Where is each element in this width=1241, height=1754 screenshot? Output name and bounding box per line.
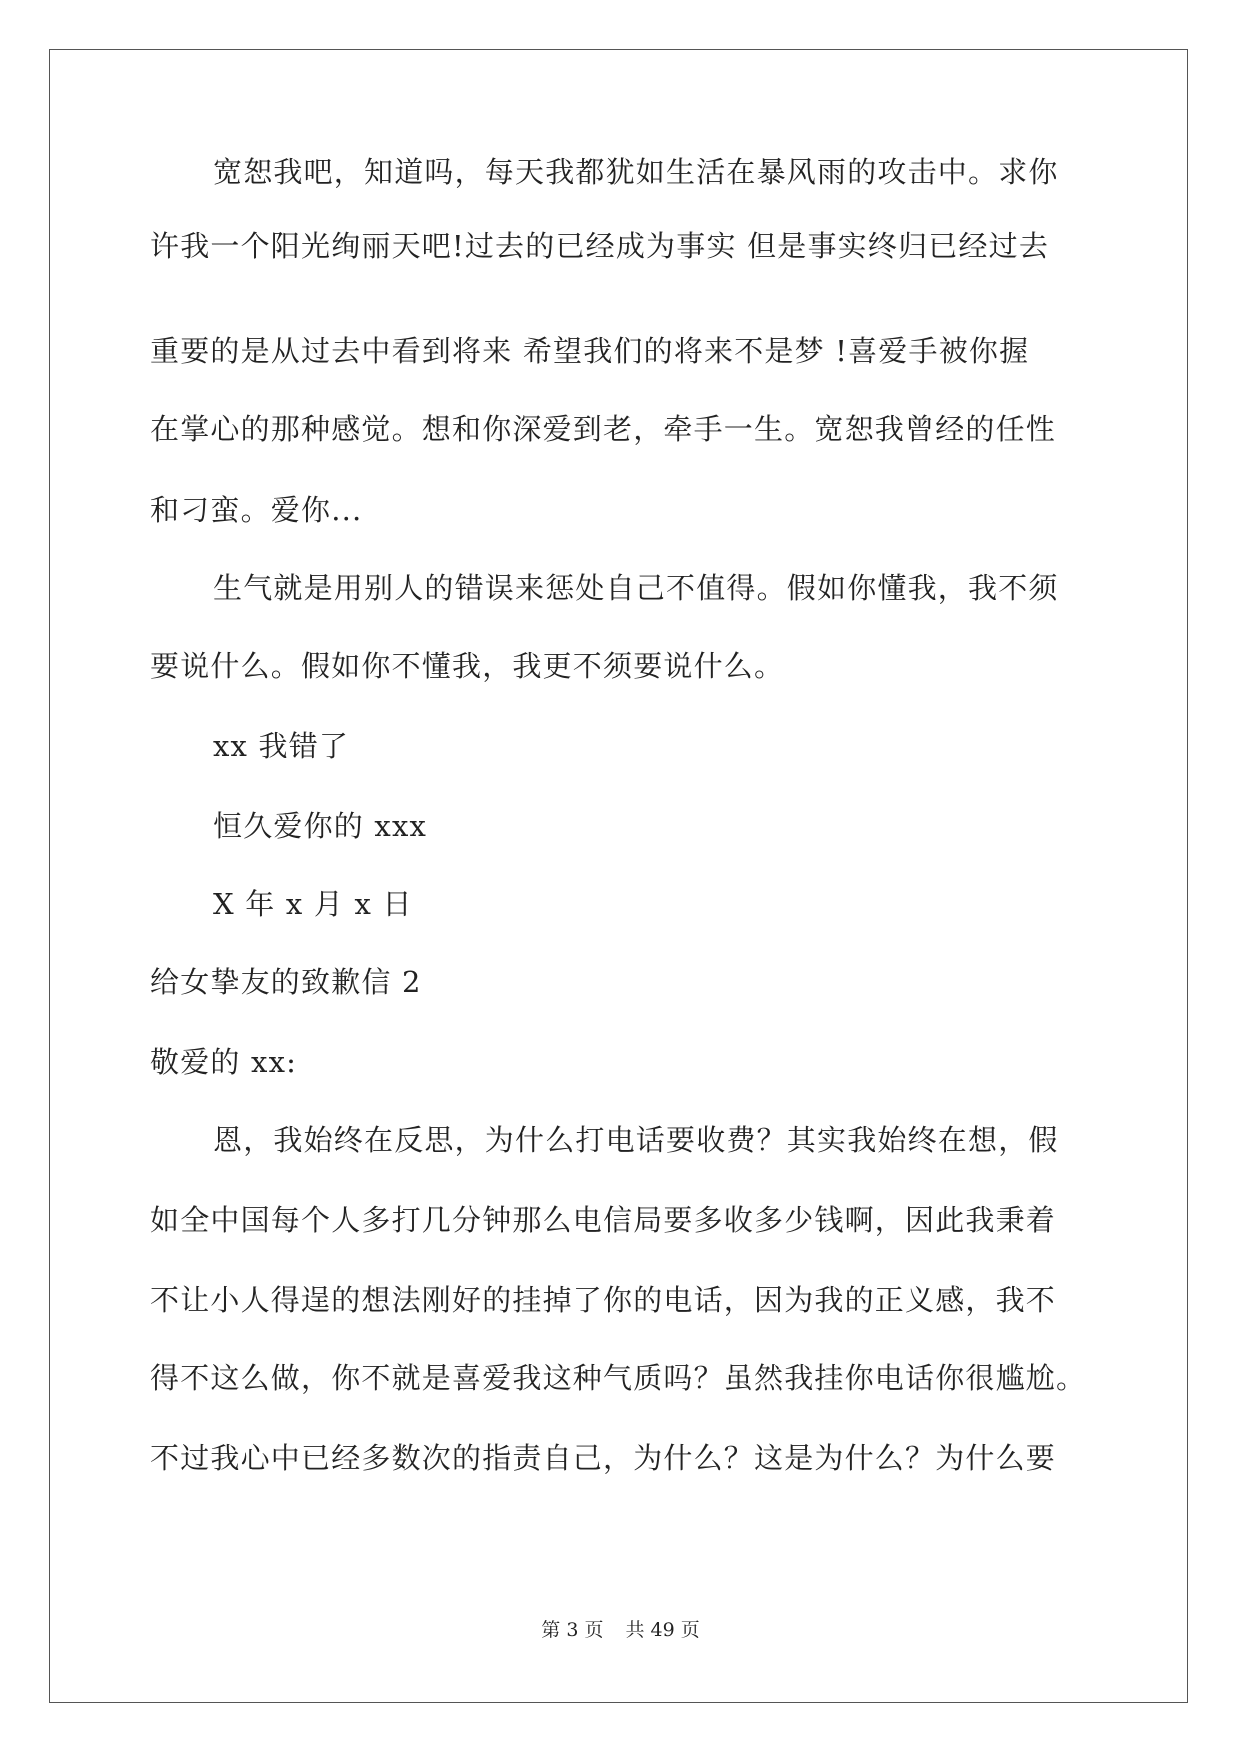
paragraph-line: 恩，我始终在反思，为什么打电话要收费？其实我始终在想，假 bbox=[213, 1123, 1059, 1157]
paragraph-line: 恒久爱你的 xxx bbox=[213, 809, 428, 843]
paragraph-line: xx 我错了 bbox=[213, 729, 350, 763]
paragraph-line: 重要的是从过去中看到将来 希望我们的将来不是梦 !喜爱手被你握 bbox=[150, 334, 1030, 368]
paragraph-line: 不让小人得逞的想法刚好的挂掉了你的电话，因为我的正义感，我不 bbox=[150, 1283, 1057, 1317]
paragraph-line: 要说什么。假如你不懂我，我更不须要说什么。 bbox=[150, 649, 785, 683]
paragraph-line: 宽恕我吧，知道吗，每天我都犹如生活在暴风雨的攻击中。求你 bbox=[213, 155, 1059, 189]
salutation: 敬爱的 xx: bbox=[150, 1045, 298, 1079]
paragraph-line: 生气就是用别人的错误来惩处自己不值得。假如你懂我，我不须 bbox=[213, 571, 1059, 605]
paragraph-line: 和刁蛮。爱你... bbox=[150, 493, 363, 527]
date-line: X 年 x 月 x 日 bbox=[213, 887, 413, 921]
section-heading: 给女挚友的致歉信 2 bbox=[150, 965, 422, 999]
paragraph-line: 许我一个阳光绚丽天吧!过去的已经成为事实 但是事实终归已经过去 bbox=[150, 229, 1050, 263]
page-footer bbox=[0, 1618, 1241, 1642]
paragraph-line: 在掌心的那种感觉。想和你深爱到老，牵手一生。宽恕我曾经的任性 bbox=[150, 412, 1057, 446]
page-total: 共 49 页 bbox=[625, 1619, 700, 1641]
page-number: 第 3 页 bbox=[541, 1619, 604, 1641]
paragraph-line: 得不这么做，你不就是喜爱我这种气质吗？虽然我挂你电话你很尴尬。 bbox=[150, 1361, 1087, 1395]
paragraph-line: 不过我心中已经多数次的指责自己，为什么？这是为什么？为什么要 bbox=[150, 1441, 1057, 1475]
paragraph-line: 如全中国每个人多打几分钟那么电信局要多收多少钱啊，因此我秉着 bbox=[150, 1203, 1057, 1237]
